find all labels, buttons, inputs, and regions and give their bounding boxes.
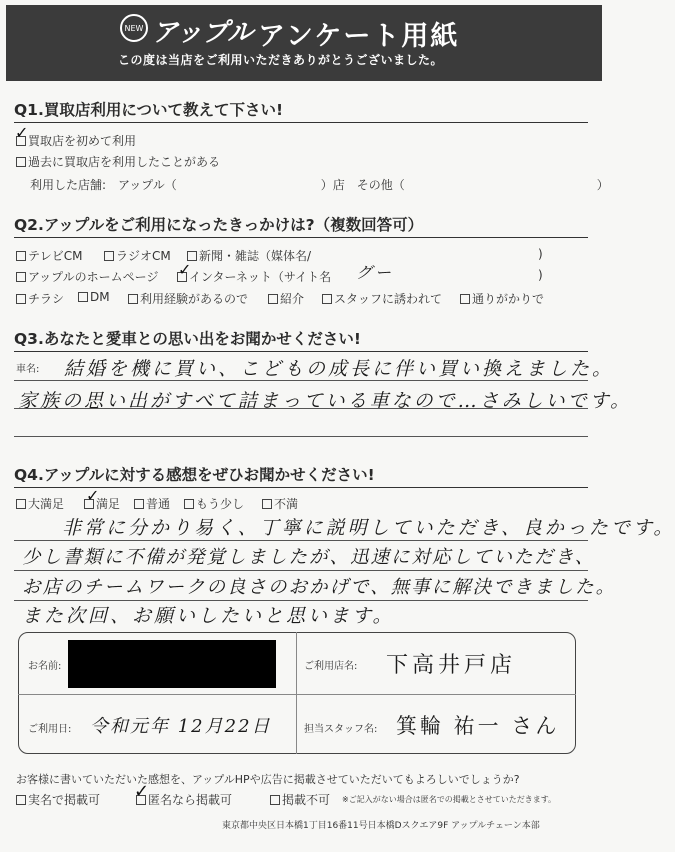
checkbox[interactable] [134,499,144,509]
page-title: アンケート用紙 [258,21,460,52]
check-mark-icon: ✓ [134,781,150,802]
checkbox[interactable] [16,272,26,282]
writing-line [14,380,588,381]
option-label: スタッフに誘われて [334,292,443,306]
check-mark-icon: ✓ [86,486,100,505]
option-label: アップルのホームページ [28,270,159,284]
q1-store-line: 利用した店舗: アップル（ ）店 その他（ ） [30,178,609,192]
consent-question: お客様に書いていただいた感想を、アップルHPや広告に掲載させていただいてもよろしいでしょうか? [16,773,520,786]
checkbox[interactable] [270,795,280,805]
consent-option-no-publish[interactable] [270,791,330,808]
consent-note: ※ご記入がない場合は匿名での掲載とさせていただきます。 [342,795,557,804]
option-label: 通りがかりで [472,292,545,306]
option-label: 不満 [274,497,299,511]
consent-option-anonymous[interactable] [136,791,232,808]
checkbox[interactable] [78,292,88,302]
q2-option-dm[interactable] [78,290,110,304]
q1-option-first[interactable] [16,132,136,149]
q4-option-dissatisfied[interactable] [262,495,298,512]
car-name-label: 車名: [16,364,40,375]
option-label: 利用経験があるので [140,292,249,306]
divider [14,237,588,238]
staff-label: 担当スタッフ名: [304,724,378,735]
q2-option-flyer[interactable] [16,290,64,307]
checkbox[interactable] [184,499,194,509]
option-label: 匿名なら掲載可 [148,793,233,807]
writing-line [14,540,588,541]
checkbox[interactable] [16,795,26,805]
checkbox[interactable] [16,499,26,509]
check-mark-icon: ✓ [178,260,192,279]
q1-heading: Q1.買取店利用について教えて下さい! [14,101,284,119]
staff-value: 箕輪 祐一 さん [396,714,560,738]
q2-option-internet[interactable] [177,268,331,285]
logo-badge: NEW [120,14,148,42]
option-label: 満足 [96,497,121,511]
option-label: 掲載不可 [282,793,331,807]
checkbox[interactable] [460,294,470,304]
q4-option-not-quite[interactable] [184,495,244,512]
footer-address: 東京都中央区日本橋1丁目16番11号日本橋Dスクエア9F アップルチェーン本部 [222,821,540,831]
consent-option-real-name[interactable] [16,791,100,808]
writing-line [14,408,588,409]
q2-option-newspaper[interactable] [187,247,311,264]
q2-option-homepage[interactable] [16,268,158,285]
q1-option-used[interactable] [16,153,220,170]
option-label: ラジオCM [116,249,171,263]
q4-heading: Q4.アップルに対する感想をぜひお聞かせください! [14,466,375,484]
q4-option-normal[interactable] [134,495,170,512]
checkbox[interactable] [104,251,114,261]
checkbox[interactable] [128,294,138,304]
writing-line [14,436,588,437]
option-label: 大満足 [28,497,65,511]
checkbox[interactable] [322,294,332,304]
checkbox[interactable] [16,157,26,167]
q2-heading: Q2.アップルをご利用になったきっかけは?（複数回答可） [14,216,424,234]
option-label: 買取店を初めて利用 [28,134,137,148]
q3-heading: Q3.あなたと愛車との思い出をお聞かせください! [14,330,361,348]
checkbox[interactable] [268,294,278,304]
page-subtitle: この度は当店をご利用いただきありがとうございました。 [118,53,444,67]
option-label: 紹介 [280,292,305,306]
q2-option-experience[interactable] [128,290,248,307]
divider [14,122,588,123]
q2-option-staff[interactable] [322,290,442,307]
store-label: ご利用店名: [304,661,358,672]
option-label: 普通 [146,497,171,511]
name-label: お名前: [28,661,62,672]
writing-line [14,570,588,571]
q2-option-referral[interactable] [268,290,304,307]
option-label: 新聞・雑誌（媒体名/ [199,249,312,263]
check-mark-icon: ✓ [15,123,29,142]
q4-answer-line-1: 非常に分かり易く、丁寧に説明していただき、良かったです。 [62,517,675,539]
q4-answer-line-3: お店のチームワークの良さのおかげで、無事に解決できました。 [22,577,617,598]
q2-option-passing[interactable] [460,290,544,307]
card-vertical-divider [296,632,297,754]
option-label: もう少し [196,497,245,511]
logo-text: アップル [152,18,254,48]
date-value: 令和元年 12月22日 [90,716,272,737]
option-label: チラシ [28,292,65,306]
q2-row1-close: ) [538,247,543,261]
option-label: DM [90,290,110,304]
q4-answer-line-4: また次回、お願いしたいと思います。 [22,605,395,627]
option-label: インターネット（サイト名 [189,270,332,284]
card-horizontal-divider [18,694,576,695]
checkbox[interactable] [16,294,26,304]
q4-option-very-satisfied[interactable] [16,495,64,512]
q3-answer-line-1: 結婚を機に買い、こどもの成長に伴い買い換えました。 [64,358,615,380]
option-label: 実名で掲載可 [28,793,101,807]
q3-answer-line-2: 家族の思い出がすべて詰まっている車なので…さみしいです。 [18,390,633,412]
divider [14,351,588,352]
redacted-name [68,640,276,688]
option-label: 過去に買取店を利用したことがある [28,155,221,169]
q2-row2-close: ) [538,268,543,282]
store-value: 下高井戸店 [386,653,517,678]
handwritten-site-name: グー [356,263,395,282]
date-label: ご利用日: [28,724,72,735]
option-label: テレビCM [28,249,83,263]
q4-answer-line-2: 少し書類に不備が発覚しましたが、迅速に対応していただき、 [22,547,596,568]
checkbox[interactable] [16,251,26,261]
q2-option-radio[interactable] [104,247,171,264]
checkbox[interactable] [262,499,272,509]
q2-option-tv[interactable] [16,247,83,264]
divider [14,487,588,488]
